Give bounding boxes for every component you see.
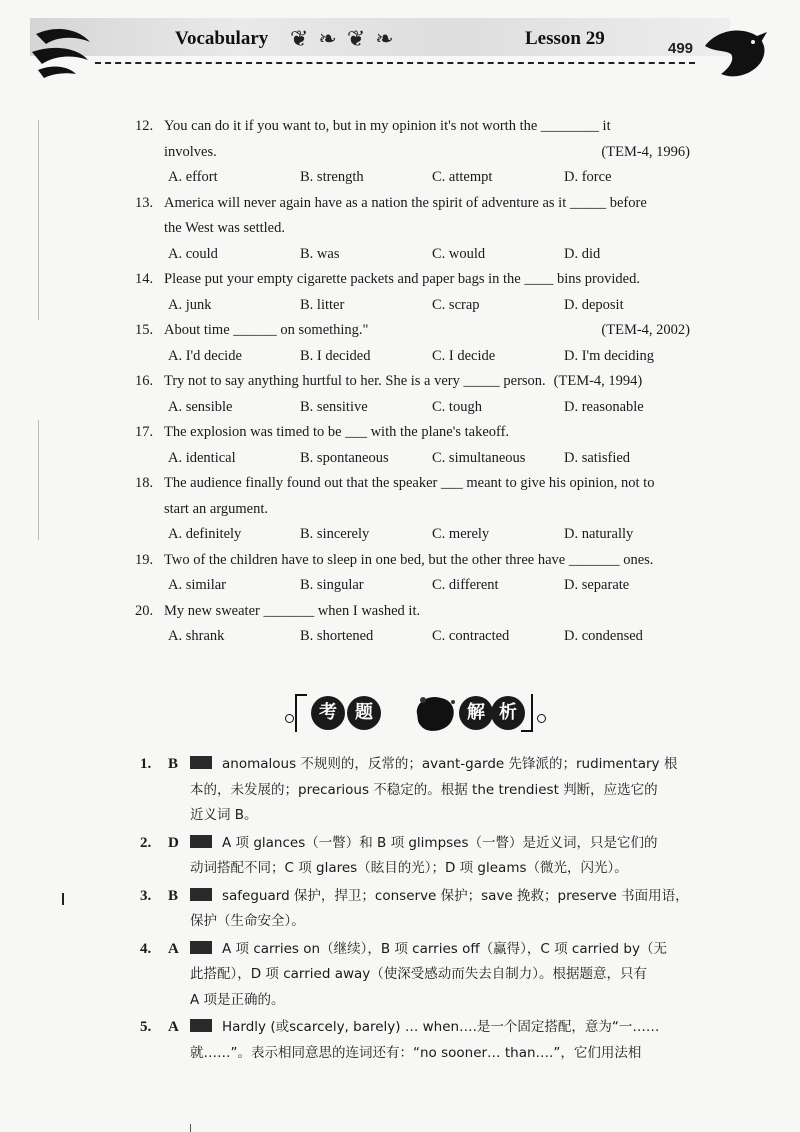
header-lesson: Lesson 29	[525, 28, 605, 49]
question-number: 15.	[135, 322, 154, 338]
question-list	[135, 114, 700, 650]
explanation-tag-icon	[190, 835, 212, 848]
option-d: D. naturally	[564, 526, 634, 542]
question-text-cont: the West was settled.	[164, 220, 285, 236]
banner-char: 析	[491, 696, 525, 730]
question-item	[135, 471, 700, 548]
answer-explanation: A 项 carries on（继续），B 项 carries off（赢得），C 项 carried by（无	[222, 940, 667, 957]
answer-explanation: safeguard 保护，捍卫；conserve 保护；save 挽救；preserve 书面用语，	[222, 887, 689, 904]
question-text-cont: start an argument.	[164, 500, 269, 517]
option-a: A. sensible	[168, 398, 233, 415]
answer-number: 4.	[140, 940, 152, 957]
answer-item	[140, 937, 705, 1014]
option-b: B. strength	[300, 169, 364, 185]
option-d: D. reasonable	[564, 398, 644, 415]
margin-mark	[62, 893, 64, 905]
question-text: My new sweater _______ when I washed it.	[164, 602, 421, 619]
option-a: A. I'd decide	[168, 347, 242, 364]
question-number: 14.	[135, 271, 154, 287]
section-banner	[283, 688, 548, 738]
answer-list	[140, 752, 705, 1068]
option-c: C. tough	[432, 398, 482, 415]
question-text: About time ______ on something."	[164, 322, 369, 338]
option-b: B. litter	[300, 296, 345, 313]
answer-item	[140, 1015, 705, 1066]
option-d: D. satisfied	[564, 449, 631, 466]
option-c: C. would	[432, 245, 486, 262]
answer-explanation-cont: 保护（生命安全）。	[190, 913, 305, 929]
option-c: C. simultaneous	[432, 449, 526, 466]
question-text: America will never again have as a nation the spirit of adventure as it _____ before	[164, 194, 647, 211]
question-text: The audience finally found out that the speaker ___ meant to give his opinion, not to	[164, 475, 655, 491]
header-decoration-icon: ❦❧❦❧	[290, 26, 404, 51]
question-text-cont: involves.	[164, 143, 217, 160]
page-number: 499	[668, 40, 694, 57]
option-a: A. identical	[168, 449, 236, 466]
option-b: B. sensitive	[300, 398, 368, 415]
answer-key: B	[168, 887, 179, 904]
answer-key: A	[168, 940, 179, 957]
answer-item	[140, 752, 705, 829]
question-item	[135, 318, 700, 369]
answer-item	[140, 831, 705, 882]
question-number: 12.	[135, 118, 154, 134]
option-d: D. I'm deciding	[564, 347, 654, 364]
option-a: A. junk	[168, 296, 212, 313]
option-c: C. merely	[432, 526, 490, 542]
option-c: C. different	[432, 577, 499, 593]
option-d: D. deposit	[564, 296, 624, 313]
answer-number: 1.	[140, 756, 152, 772]
answer-explanation-cont: 动词搭配不同；C 项 glares（眩目的光）；D 项 gleams（微光，闪光）。	[190, 860, 628, 876]
banner-char: 题	[347, 696, 381, 730]
answer-key: D	[168, 834, 179, 851]
option-d: D. condensed	[564, 628, 643, 644]
option-b: B. sincerely	[300, 526, 370, 542]
question-text: Two of the children have to sleep in one bed, but the other three have _______ ones.	[164, 551, 654, 568]
option-d: D. separate	[564, 577, 630, 593]
option-b: B. spontaneous	[300, 449, 389, 466]
option-c: C. contracted	[432, 628, 510, 644]
answer-number: 3.	[140, 887, 152, 904]
bird-ornament-icon	[695, 18, 770, 88]
question-number: 17.	[135, 424, 154, 440]
option-a: A. definitely	[168, 526, 242, 542]
option-b: B. was	[300, 245, 340, 262]
banner-char: 解	[459, 696, 493, 730]
option-c: C. I decide	[432, 347, 496, 364]
option-b: B. singular	[300, 577, 364, 593]
question-source: (TEM-4, 1996)	[601, 143, 690, 160]
swirl-logo-icon	[28, 22, 98, 82]
explanation-tag-icon	[190, 941, 212, 954]
option-c: C. scrap	[432, 296, 480, 313]
answer-explanation-cont: 此搭配），D 项 carried away（使深受感动而失去自制力）。根据题意，只有	[190, 966, 648, 982]
option-d: D. force	[564, 169, 612, 185]
question-text: Try not to say anything hurtful to her. She is a very _____ person.	[164, 373, 546, 389]
answer-item	[140, 884, 705, 935]
answer-explanation: Hardly (或scarcely, barely) … when….是一个固定搭配，意为“一……	[222, 1019, 660, 1035]
answer-explanation-cont: 本的，未发展的；precarious 不稳定的。根据 the trendiest 判断，应选它的	[190, 781, 658, 798]
option-a: A. effort	[168, 169, 218, 185]
banner-dot-icon	[537, 714, 546, 723]
question-number: 18.	[135, 475, 154, 491]
explanation-tag-icon	[190, 1019, 212, 1032]
ink-splash-icon	[411, 692, 459, 736]
question-number: 20.	[135, 602, 154, 619]
option-c: C. attempt	[432, 169, 493, 185]
option-d: D. did	[564, 245, 601, 262]
answer-number: 2.	[140, 834, 152, 851]
option-a: A. similar	[168, 577, 226, 593]
header-title: Vocabulary	[175, 28, 269, 49]
option-b: B. I decided	[300, 347, 371, 364]
option-a: A. shrank	[168, 628, 225, 644]
explanation-tag-icon	[190, 888, 212, 901]
answer-key: A	[168, 1019, 179, 1035]
option-a: A. could	[168, 245, 218, 262]
banner-char: 考	[311, 696, 345, 730]
question-item	[135, 369, 700, 420]
question-item	[135, 548, 700, 599]
question-item	[135, 114, 700, 191]
page-header	[0, 0, 800, 95]
banner-bracket-icon	[521, 694, 533, 732]
question-number: 19.	[135, 551, 154, 568]
question-text: The explosion was timed to be ___ with the plane's takeoff.	[164, 424, 510, 440]
question-number: 13.	[135, 194, 154, 211]
scan-edge-line	[38, 420, 39, 540]
question-item	[135, 267, 700, 318]
answer-explanation: anomalous 不规则的，反常的；avant-garde 先锋派的；rudimentary 根	[222, 756, 678, 772]
answer-explanation-cont: 就……”。表示相同意思的连词还有：“no sooner… than….”，它们用法相	[190, 1044, 642, 1061]
question-item	[135, 420, 700, 471]
header-divider	[95, 62, 695, 64]
scan-edge-line	[38, 120, 39, 320]
option-b: B. shortened	[300, 628, 374, 644]
answer-explanation-cont: 近义词 B。	[190, 807, 258, 823]
question-text: You can do it if you want to, but in my opinion it's not worth the ________ it	[164, 118, 611, 134]
question-text: Please put your empty cigarette packets and paper bags in the ____ bins provided.	[164, 271, 640, 287]
banner-bracket-icon	[295, 694, 307, 732]
question-source: (TEM-4, 2002)	[601, 322, 690, 338]
banner-dot-icon	[285, 714, 294, 723]
answer-explanation-cont: A 项是正确的。	[190, 991, 285, 1008]
answer-explanation: A 项 glances（一瞥）和 B 项 glimpses（一瞥）是近义词，只是它们的	[222, 834, 658, 851]
question-item	[135, 599, 700, 650]
question-item	[135, 191, 700, 268]
answer-number: 5.	[140, 1019, 152, 1035]
answer-key: B	[168, 756, 179, 772]
explanation-tag-icon	[190, 756, 212, 769]
margin-mark	[190, 1124, 191, 1132]
question-number: 16.	[135, 373, 154, 389]
question-source: (TEM-4, 1994)	[553, 373, 643, 389]
